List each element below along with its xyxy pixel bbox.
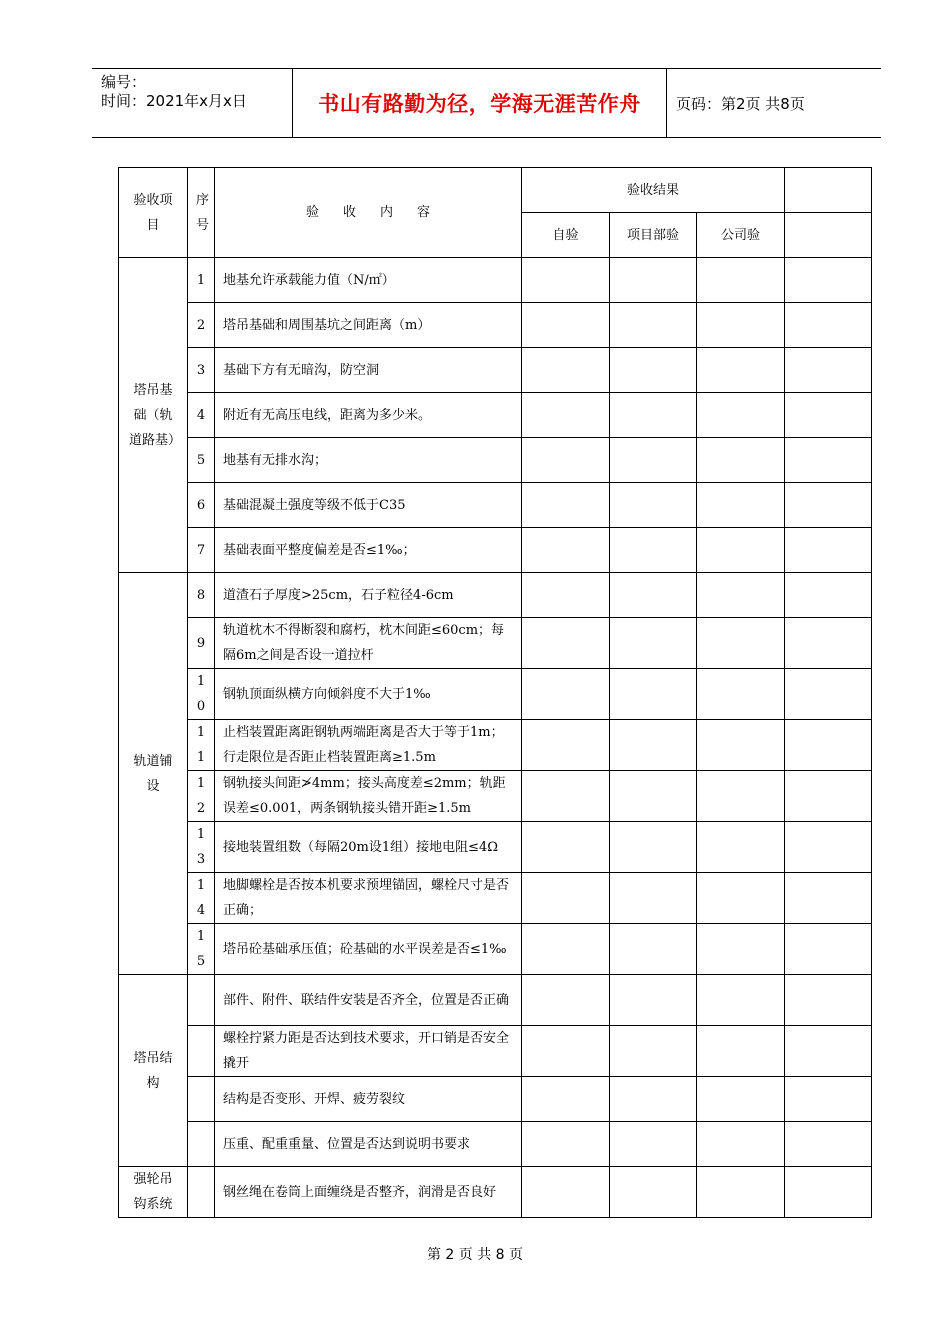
- project-check-cell[interactable]: [610, 1026, 697, 1077]
- company-check-cell[interactable]: [697, 348, 785, 393]
- project-check-cell[interactable]: [610, 303, 697, 348]
- inspection-item-cell: 钢丝绳在卷筒上面缠绕是否整齐，润滑是否良好: [215, 1167, 522, 1218]
- company-check-cell[interactable]: [697, 573, 785, 618]
- company-check-cell[interactable]: [697, 669, 785, 720]
- seq-cell: 1: [188, 258, 215, 303]
- remark-cell[interactable]: [785, 258, 872, 303]
- table-row: [119, 1026, 872, 1077]
- inspection-item-cell: 螺栓拧紧力距是否达到技术要求，开口销是否安全撬开: [215, 1026, 522, 1077]
- project-check-cell[interactable]: [610, 1122, 697, 1167]
- project-check-cell[interactable]: [610, 393, 697, 438]
- self-check-cell[interactable]: [522, 1122, 610, 1167]
- inspection-item-cell: 轨道枕木不得断裂和腐朽，枕木间距≤60cm；每隔6m之间是否设一道拉杆: [215, 618, 522, 669]
- self-check-cell[interactable]: [522, 483, 610, 528]
- remark-cell[interactable]: [785, 483, 872, 528]
- company-check-cell[interactable]: [697, 258, 785, 303]
- table-row: [119, 528, 872, 573]
- self-check-cell[interactable]: [522, 618, 610, 669]
- project-check-cell[interactable]: [610, 258, 697, 303]
- company-check-cell[interactable]: [697, 975, 785, 1026]
- company-check-cell[interactable]: [697, 438, 785, 483]
- time-label: 时间：2021年x月x日: [101, 92, 247, 110]
- header-seq: 序号: [188, 168, 215, 258]
- remark-cell[interactable]: [785, 822, 872, 873]
- footer-total-pages: 8: [495, 1247, 505, 1263]
- seq-cell: [188, 1167, 215, 1218]
- seq-cell: 8: [188, 573, 215, 618]
- page-header: [92, 68, 881, 138]
- header-project-check: 项目部验: [610, 213, 697, 258]
- project-check-cell[interactable]: [610, 771, 697, 822]
- project-check-cell[interactable]: [610, 348, 697, 393]
- table-row: [119, 1077, 872, 1122]
- table-row: [119, 438, 872, 483]
- table-row: [119, 483, 872, 528]
- inspection-item-cell: 压重、配重重量、位置是否达到说明书要求: [215, 1122, 522, 1167]
- inspection-item-cell: 地脚螺栓是否按本机要求预埋锚固，螺栓尺寸是否正确；: [215, 873, 522, 924]
- seq-cell: 4: [188, 393, 215, 438]
- self-check-cell[interactable]: [522, 720, 610, 771]
- table-row: [119, 258, 872, 303]
- inspection-item-cell: 止档装置距离距钢轨两端距离是否大于等于1m；行走限位是否距止档装置距离≥1.5m: [215, 720, 522, 771]
- seq-cell: 15: [188, 924, 215, 975]
- self-check-cell[interactable]: [522, 822, 610, 873]
- self-check-cell[interactable]: [522, 348, 610, 393]
- project-check-cell[interactable]: [610, 438, 697, 483]
- company-check-cell[interactable]: [697, 618, 785, 669]
- remark-cell[interactable]: [785, 1026, 872, 1077]
- inspection-item-cell: 塔吊砼基础承压值；砼基础的水平误差是否≤1‰: [215, 924, 522, 975]
- header-page-label: 页码：第2页 共8页: [676, 94, 805, 113]
- project-check-cell[interactable]: [610, 618, 697, 669]
- seq-cell: 14: [188, 873, 215, 924]
- project-check-cell[interactable]: [610, 1167, 697, 1218]
- project-check-cell[interactable]: [610, 873, 697, 924]
- inspection-table: [118, 167, 872, 1218]
- remark-cell[interactable]: [785, 573, 872, 618]
- header-result: 验收结果: [522, 168, 785, 213]
- seq-cell: [188, 1026, 215, 1077]
- table-row: [119, 873, 872, 924]
- table-header-row: [119, 168, 872, 213]
- table-row: [119, 924, 872, 975]
- self-check-cell[interactable]: [522, 1167, 610, 1218]
- company-check-cell[interactable]: [697, 873, 785, 924]
- project-check-cell[interactable]: [610, 822, 697, 873]
- inspection-item-cell: 附近有无高压电线，距离为多少米。: [215, 393, 522, 438]
- seq-cell: [188, 1077, 215, 1122]
- remark-cell[interactable]: [785, 393, 872, 438]
- seq-cell: 7: [188, 528, 215, 573]
- self-check-cell[interactable]: [522, 873, 610, 924]
- self-check-cell[interactable]: [522, 1026, 610, 1077]
- remark-cell[interactable]: [785, 618, 872, 669]
- remark-cell[interactable]: [785, 1122, 872, 1167]
- header-category: 验收项目: [119, 168, 188, 258]
- seq-cell: [188, 975, 215, 1026]
- remark-cell[interactable]: [785, 303, 872, 348]
- table-row: [119, 393, 872, 438]
- self-check-cell[interactable]: [522, 528, 610, 573]
- company-check-cell[interactable]: [697, 1077, 785, 1122]
- inspection-item-cell: 塔吊基础和周围基坑之间距离（m）: [215, 303, 522, 348]
- table-row: [119, 975, 872, 1026]
- project-check-cell[interactable]: [610, 573, 697, 618]
- inspection-item-cell: 钢轨顶面纵横方向倾斜度不大于1‰: [215, 669, 522, 720]
- inspection-item-cell: 基础混凝土强度等级不低于C35: [215, 483, 522, 528]
- serial-label: 编号：: [101, 73, 147, 91]
- table-row: [119, 771, 872, 822]
- project-check-cell[interactable]: [610, 720, 697, 771]
- table-row: [119, 669, 872, 720]
- company-check-cell[interactable]: [697, 483, 785, 528]
- category-cell: 强轮吊钩系统: [119, 1167, 188, 1218]
- remark-cell[interactable]: [785, 348, 872, 393]
- seq-cell: 12: [188, 771, 215, 822]
- table-row: [119, 1167, 872, 1218]
- table-row: [119, 720, 872, 771]
- inspection-item-cell: 地基允许承载能力值（N/㎡）: [215, 258, 522, 303]
- company-check-cell[interactable]: [697, 771, 785, 822]
- table-row: [119, 822, 872, 873]
- category-cell: 轨道铺设: [119, 573, 188, 975]
- header-company-check: 公司验: [697, 213, 785, 258]
- seq-cell: [188, 1122, 215, 1167]
- remark-cell[interactable]: [785, 528, 872, 573]
- seq-cell: 2: [188, 303, 215, 348]
- seq-cell: 9: [188, 618, 215, 669]
- self-check-cell[interactable]: [522, 771, 610, 822]
- remark-cell[interactable]: [785, 438, 872, 483]
- inspection-item-cell: 部件、附件、联结件安装是否齐全，位置是否正确: [215, 975, 522, 1026]
- inspection-item-cell: 钢轨接头间距≯4mm；接头高度差≤2mm；轨距误差≤0.001，两条钢轨接头错开距≥1.5m: [215, 771, 522, 822]
- self-check-cell[interactable]: [522, 1077, 610, 1122]
- header-motto: 书山有路勤为径，学海无涯苦作舟: [292, 69, 667, 137]
- header-extra-cell: [785, 168, 872, 213]
- remark-cell[interactable]: [785, 1167, 872, 1218]
- self-check-cell[interactable]: [522, 573, 610, 618]
- remark-cell[interactable]: [785, 975, 872, 1026]
- company-check-cell[interactable]: [697, 1122, 785, 1167]
- project-check-cell[interactable]: [610, 1077, 697, 1122]
- remark-cell[interactable]: [785, 771, 872, 822]
- company-check-cell[interactable]: [697, 822, 785, 873]
- footer-page-number: 2: [445, 1247, 455, 1263]
- seq-cell: 6: [188, 483, 215, 528]
- remark-cell[interactable]: [785, 669, 872, 720]
- company-check-cell[interactable]: [697, 720, 785, 771]
- inspection-item-cell: 基础表面平整度偏差是否≤1‰；: [215, 528, 522, 573]
- self-check-cell[interactable]: [522, 924, 610, 975]
- table-row: [119, 303, 872, 348]
- table-row: [119, 618, 872, 669]
- company-check-cell[interactable]: [697, 303, 785, 348]
- inspection-item-cell: 基础下方有无暗沟，防空洞: [215, 348, 522, 393]
- seq-cell: 11: [188, 720, 215, 771]
- category-cell: 塔吊结构: [119, 975, 188, 1167]
- remark-cell[interactable]: [785, 924, 872, 975]
- project-check-cell[interactable]: [610, 975, 697, 1026]
- self-check-cell[interactable]: [522, 393, 610, 438]
- self-check-cell[interactable]: [522, 975, 610, 1026]
- header-extra-cell: [785, 213, 872, 258]
- remark-cell[interactable]: [785, 720, 872, 771]
- seq-cell: 13: [188, 822, 215, 873]
- company-check-cell[interactable]: [697, 528, 785, 573]
- inspection-item-cell: 结构是否变形、开焊、疲劳裂纹: [215, 1077, 522, 1122]
- table-row: [119, 573, 872, 618]
- project-check-cell[interactable]: [610, 924, 697, 975]
- company-check-cell[interactable]: [697, 393, 785, 438]
- company-check-cell[interactable]: [697, 924, 785, 975]
- company-check-cell[interactable]: [697, 1026, 785, 1077]
- project-check-cell[interactable]: [610, 669, 697, 720]
- header-meta: [92, 69, 292, 137]
- header-content: 验 收 内 容: [215, 168, 522, 258]
- table-row: [119, 1122, 872, 1167]
- seq-cell: 3: [188, 348, 215, 393]
- self-check-cell[interactable]: [522, 258, 610, 303]
- seq-cell: 5: [188, 438, 215, 483]
- page-footer: 第 2 页 共 8 页: [426, 1247, 524, 1263]
- project-check-cell[interactable]: [610, 528, 697, 573]
- remark-cell[interactable]: [785, 873, 872, 924]
- self-check-cell[interactable]: [522, 669, 610, 720]
- header-self-check: 自验: [522, 213, 610, 258]
- self-check-cell[interactable]: [522, 438, 610, 483]
- table-row: [119, 348, 872, 393]
- seq-cell: 10: [188, 669, 215, 720]
- company-check-cell[interactable]: [697, 1167, 785, 1218]
- inspection-item-cell: 接地装置组数（每隔20m设1组）接地电阻≤4Ω: [215, 822, 522, 873]
- inspection-item-cell: 道渣石子厚度>25cm，石子粒径4-6cm: [215, 573, 522, 618]
- self-check-cell[interactable]: [522, 303, 610, 348]
- project-check-cell[interactable]: [610, 483, 697, 528]
- category-cell: 塔吊基础（轨道路基）: [119, 258, 188, 573]
- remark-cell[interactable]: [785, 1077, 872, 1122]
- inspection-item-cell: 地基有无排水沟；: [215, 438, 522, 483]
